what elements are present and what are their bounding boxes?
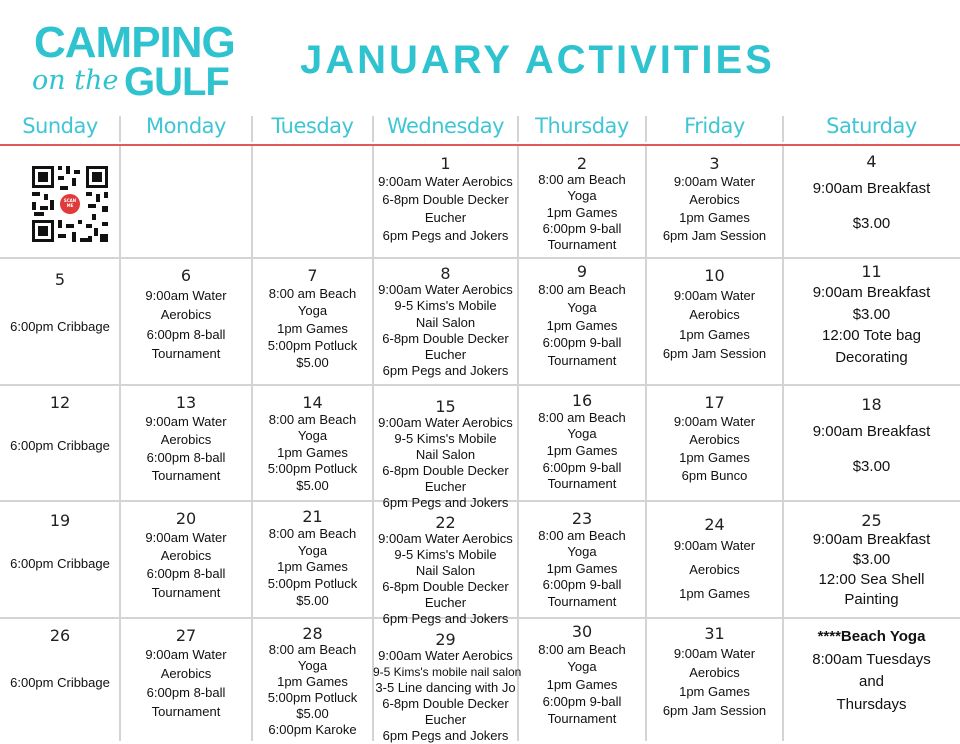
activity-line: 6:00pm 8-ball — [146, 685, 226, 700]
activity-line: 6:00pm 8-ball — [146, 566, 226, 581]
activity-line: 9:00am Water — [145, 288, 227, 303]
activity-line: 6pm Jam Session — [662, 228, 767, 243]
day-number: 22 — [435, 513, 456, 532]
activity-line: 8:00 am Beach — [538, 282, 626, 297]
activity-line: Tournament — [547, 353, 617, 368]
day-cell-9 — [518, 258, 646, 385]
day-number: 18 — [861, 395, 882, 414]
activity-line: 5:00pm Potluck — [267, 461, 358, 476]
activity-line: Yoga — [567, 544, 597, 559]
activity-line: 6pm Jam Session — [662, 346, 767, 361]
day-number: 1 — [440, 154, 451, 173]
activity-line: Eucher — [424, 595, 467, 610]
activity-line: 1pm Games — [546, 443, 618, 458]
activity-line: 9:00am Water — [673, 288, 756, 303]
activity-line: 1pm Games — [679, 684, 750, 699]
activity-line: 6:00pm 9-ball — [542, 335, 622, 350]
logo-camping-text: CAMPING — [34, 18, 235, 67]
day-cell-3 — [646, 146, 783, 258]
activity-line: $3.00 — [852, 551, 891, 568]
activity-line: Aerobics — [689, 562, 740, 577]
empty-day-cell — [783, 618, 960, 741]
day-number: 2 — [576, 154, 588, 173]
day-cell-1 — [373, 146, 518, 258]
activity-line: Tournament — [547, 476, 617, 491]
day-cell-10 — [646, 258, 783, 385]
activity-line: 9:00am Water Aerobics — [378, 531, 513, 546]
header-column-divider — [119, 116, 121, 142]
day-header-monday: Monday — [146, 114, 226, 138]
activity-line: 8:00 am Beach — [538, 528, 626, 543]
activity-line: 9:00am Water — [673, 414, 756, 429]
day-cell-16 — [518, 385, 646, 501]
activity-line: 1pm Games — [679, 327, 750, 342]
day-number: 24 — [704, 515, 725, 534]
day-cell-6 — [120, 258, 252, 385]
activity-line: 6pm Jam Session — [662, 703, 767, 718]
activity-line: 9:00am Breakfast — [812, 531, 931, 548]
day-number: 3 — [709, 154, 720, 173]
activity-line: Nail Salon — [415, 563, 476, 578]
activity-line: and — [858, 673, 885, 690]
activity-line: ****Beach Yoga — [817, 628, 926, 645]
day-cell-31 — [646, 618, 783, 741]
activity-line: Yoga — [567, 188, 597, 203]
day-number: 11 — [861, 262, 882, 281]
day-cell-28 — [252, 618, 373, 741]
day-number: 5 — [54, 270, 66, 289]
activity-line: 9:00am Water — [673, 646, 756, 661]
activity-line: 9:00am Water — [145, 530, 227, 545]
activity-line: 1pm Games — [546, 561, 618, 576]
activity-line: 8:00 am Beach — [268, 642, 357, 657]
day-number: 25 — [861, 511, 882, 530]
activity-line: Aerobics — [689, 307, 740, 322]
activity-line: 8:00 am Beach — [268, 526, 357, 541]
day-number: 31 — [704, 624, 725, 643]
header-column-divider — [517, 116, 519, 142]
activity-line: Painting — [844, 591, 899, 608]
day-header-sunday: Sunday — [22, 114, 98, 138]
activity-line: 1pm Games — [277, 674, 348, 689]
activity-line: 6:00pm 8-ball — [146, 327, 226, 342]
day-cell-29 — [373, 618, 522, 743]
activity-line: 6:00pm Cribbage — [10, 438, 110, 453]
day-cell-21 — [252, 501, 373, 618]
activity-line: 6:00pm 9-ball — [542, 577, 622, 592]
activity-line: Tournament — [547, 594, 617, 609]
activity-line: Tournament — [151, 704, 221, 719]
activity-line: Yoga — [297, 303, 328, 318]
activity-line: Aerobics — [160, 666, 212, 681]
day-number: 29 — [435, 630, 456, 649]
activity-line: 9-5 Kims's Mobile — [394, 431, 497, 446]
day-number: 17 — [704, 393, 725, 412]
activity-line: Decorating — [835, 349, 908, 366]
activity-line: Aerobics — [689, 432, 740, 447]
activity-line: 9:00am Breakfast — [812, 284, 931, 301]
day-cell-26 — [0, 618, 120, 741]
activity-line: 1pm Games — [277, 559, 348, 574]
day-number: 20 — [175, 509, 197, 528]
day-header-tuesday: Tuesday — [271, 114, 354, 138]
day-number: 28 — [302, 624, 323, 643]
activity-line: 6:00pm 8-ball — [146, 450, 226, 465]
header-column-divider — [645, 116, 647, 142]
header-column-divider — [782, 116, 784, 142]
empty-day-cell — [120, 146, 252, 258]
activity-line: 1pm Games — [546, 677, 618, 692]
activity-line: 6:00pm Karoke — [268, 722, 357, 737]
page-title: JANUARY ACTIVITIES — [300, 38, 775, 82]
activity-line: 6pm Pegs and Jokers — [382, 363, 509, 378]
activity-line: Aerobics — [689, 665, 740, 680]
activity-line: Aerobics — [160, 548, 212, 563]
activity-line: 6:00pm 9-ball — [542, 460, 622, 475]
activity-line: Tournament — [151, 346, 221, 361]
day-cell-27 — [120, 618, 252, 741]
header-column-divider — [372, 116, 374, 142]
day-number: 14 — [302, 393, 323, 412]
activity-line: 6pm Pegs and Jokers — [382, 228, 509, 243]
activity-line: 3-5 Line dancing with Jo — [375, 680, 516, 695]
empty-day-cell — [0, 146, 120, 258]
day-header-saturday: Saturday — [826, 114, 917, 138]
activity-line: 5:00pm Potluck — [267, 690, 358, 705]
day-number: 7 — [307, 266, 318, 285]
day-number: 27 — [175, 626, 197, 645]
activity-line: Tournament — [547, 711, 617, 726]
day-cell-4 — [783, 146, 960, 258]
qr-scan-me-badge: SCAN ME — [63, 198, 77, 208]
day-cell-5 — [0, 258, 120, 385]
activity-line: 9-5 Kims's Mobile — [394, 547, 497, 562]
day-number: 19 — [49, 511, 71, 530]
activity-line: 6:00pm Cribbage — [10, 675, 110, 690]
day-number: 21 — [302, 507, 323, 526]
activity-line: $3.00 — [852, 458, 891, 475]
activity-line: $5.00 — [296, 478, 329, 493]
day-header-friday: Friday — [684, 114, 745, 138]
activity-line: $3.00 — [852, 306, 891, 323]
activity-line: 1pm Games — [679, 210, 750, 225]
activity-line: 9-5 Kims's Mobile — [394, 298, 497, 313]
activity-line: Tournament — [151, 585, 221, 600]
day-number: 8 — [440, 264, 451, 283]
activity-line: Eucher — [424, 347, 467, 362]
activity-line: Eucher — [424, 712, 467, 727]
header-column-divider — [251, 116, 253, 142]
day-cell-24 — [646, 501, 783, 618]
activity-line: Tournament — [151, 468, 221, 483]
activity-line: 8:00 am Beach — [538, 410, 626, 425]
activity-line: 6pm Bunco — [681, 468, 748, 483]
day-cell-17 — [646, 385, 783, 501]
day-number: 26 — [49, 626, 71, 645]
activity-line: 5:00pm Potluck — [267, 576, 358, 591]
day-number: 9 — [576, 262, 588, 281]
activity-line: Tournament — [547, 237, 617, 252]
activity-line: 1pm Games — [679, 586, 750, 601]
day-number: 15 — [435, 397, 456, 416]
activity-line: 8:00 am Beach — [538, 642, 626, 657]
day-cell-18 — [783, 385, 960, 501]
activity-line: 8:00am Tuesdays — [812, 651, 931, 668]
activity-line: Nail Salon — [415, 447, 476, 462]
activity-line: 9:00am Water — [145, 414, 227, 429]
empty-day-cell — [252, 146, 373, 258]
activity-line: 6:00pm 9-ball — [542, 221, 622, 236]
activity-line: 9:00am Water — [673, 538, 756, 553]
activity-line: 9:00am Breakfast — [812, 423, 931, 440]
activity-line: 9:00am Water Aerobics — [378, 415, 513, 430]
activity-line: 8:00 am Beach — [268, 286, 357, 301]
day-cell-8 — [373, 258, 518, 385]
activity-line: 9-5 Kims's mobile nail salon — [373, 665, 522, 679]
activity-line: Thursdays — [836, 696, 907, 713]
day-number: 13 — [175, 393, 197, 412]
logo-on-the-text: on the — [32, 65, 119, 96]
activity-line: 9:00am Water — [145, 647, 227, 662]
activity-line: $5.00 — [296, 706, 329, 721]
activity-line: 6:00pm Cribbage — [10, 556, 110, 571]
day-number: 16 — [571, 391, 593, 410]
activity-line: 1pm Games — [277, 445, 348, 460]
day-cell-7 — [252, 258, 373, 385]
activity-line: $3.00 — [852, 215, 891, 232]
day-cell-2 — [518, 146, 646, 258]
day-number: 4 — [866, 152, 877, 171]
activity-line: Yoga — [567, 659, 597, 674]
activity-line: 6pm Pegs and Jokers — [382, 495, 509, 510]
activity-line: 6:00pm Cribbage — [10, 319, 110, 334]
activity-line: 1pm Games — [277, 321, 348, 336]
activity-line: 6-8pm Double Decker — [382, 579, 509, 594]
activity-line: 6-8pm Double Decker — [382, 463, 509, 478]
activity-line: 9:00am Water Aerobics — [378, 174, 513, 189]
day-cell-30 — [518, 618, 646, 741]
day-cell-25 — [783, 501, 960, 618]
activity-line: Aerobics — [160, 432, 212, 447]
activity-line: 12:00 Sea Shell — [818, 571, 925, 588]
activity-line: Aerobics — [689, 192, 740, 207]
day-cell-23 — [518, 501, 646, 618]
day-number: 10 — [704, 266, 725, 285]
activity-line: 1pm Games — [546, 318, 618, 333]
activity-line: 9:00am Water Aerobics — [378, 282, 513, 297]
activity-line: 9:00am Breakfast — [812, 180, 931, 197]
activity-line: 6-8pm Double Decker — [382, 331, 509, 346]
activity-line: Nail Salon — [415, 315, 476, 330]
activity-line: $5.00 — [296, 593, 329, 608]
day-cell-12 — [0, 385, 120, 501]
activity-line: 8:00 am Beach — [538, 172, 626, 187]
activity-line: Yoga — [297, 658, 328, 673]
day-number: 6 — [180, 266, 192, 285]
activity-line: $5.00 — [296, 355, 329, 370]
activity-line: Eucher — [424, 479, 467, 494]
day-cell-22 — [373, 501, 518, 626]
day-number: 12 — [49, 393, 71, 412]
activity-line: 6pm Pegs and Jokers — [382, 728, 509, 743]
activity-line: 6-8pm Double Decker — [382, 696, 509, 711]
activity-line: 12:00 Tote bag — [822, 327, 921, 344]
day-header-wednesday: Wednesday — [386, 114, 505, 138]
day-header-thursday: Thursday — [535, 114, 629, 138]
activity-line: Yoga — [297, 543, 328, 558]
day-cell-19 — [0, 501, 120, 618]
day-cell-20 — [120, 501, 252, 618]
activity-line: 5:00pm Potluck — [267, 338, 358, 353]
activity-line: 6-8pm Double Decker — [382, 192, 509, 207]
day-cell-13 — [120, 385, 252, 501]
day-number: 23 — [571, 509, 593, 528]
activity-line: 6pm Pegs and Jokers — [382, 611, 509, 626]
activity-line: 6:00pm 9-ball — [542, 694, 622, 709]
logo-gulf-text: GULF — [124, 60, 229, 104]
activity-line: 1pm Games — [679, 450, 750, 465]
activity-line: 9:00am Water Aerobics — [378, 648, 513, 663]
day-number: 30 — [571, 622, 593, 641]
activity-line: Aerobics — [160, 307, 212, 322]
activity-line: 8:00 am Beach — [268, 412, 357, 427]
activity-line: Eucher — [424, 210, 467, 225]
activity-line: Yoga — [567, 300, 597, 315]
activity-line: Yoga — [297, 428, 328, 443]
activity-line: Yoga — [567, 426, 597, 441]
activity-line: 1pm Games — [546, 205, 618, 220]
day-cell-14 — [252, 385, 373, 501]
activity-line: 9:00am Water — [673, 174, 756, 189]
day-cell-11 — [783, 258, 960, 385]
camping-on-the-gulf-logo — [30, 18, 245, 104]
day-cell-15 — [373, 385, 518, 510]
